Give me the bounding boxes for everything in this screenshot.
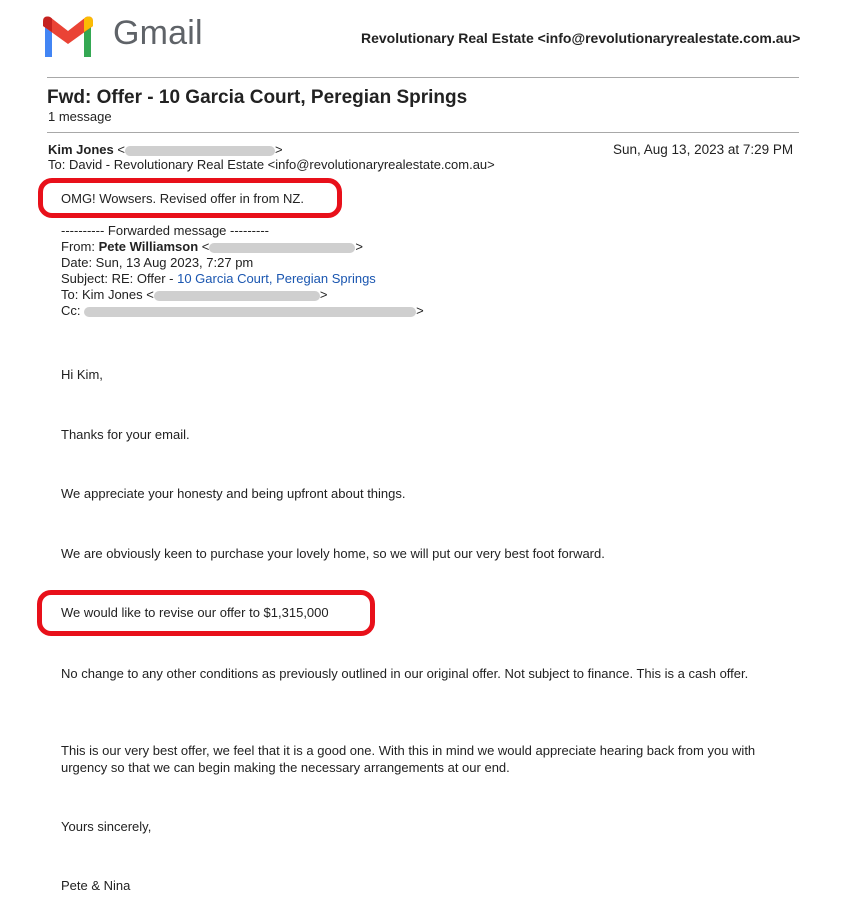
body-paragraph: This is our very best offer, we feel that it is a good one. With this in mind we would appreciate hearing back from you with urgency so that we can begin making the necessary arrangements at our end. [61, 743, 756, 775]
forward-from-open: < [198, 239, 210, 254]
redacted-email [125, 146, 275, 156]
sender-line [48, 142, 283, 157]
sender-name: Kim Jones [48, 142, 114, 157]
recipient-line: To: David - Revolutionary Real Estate <info@revolutionaryrealestate.com.au> [48, 157, 495, 172]
offer-paragraph: We would like to revise our offer to $1,315,000 [61, 605, 329, 620]
sender-open: < [113, 142, 125, 157]
forward-subject [61, 271, 376, 286]
signature: Pete & Nina [61, 878, 131, 893]
gmail-logo-icon [41, 13, 95, 57]
forward-cc-label: Cc: [61, 303, 85, 318]
gmail-wordmark: Gmail [113, 14, 203, 52]
forward-to-close: > [319, 287, 328, 302]
redacted-email [209, 243, 355, 253]
body-paragraph: We appreciate your honesty and being upfront about things. [61, 486, 406, 501]
forward-from-label: From: [61, 239, 99, 254]
forward-divider: ---------- Forwarded message --------- [61, 223, 269, 238]
forward-to-label: To: Kim Jones < [61, 287, 154, 302]
account-label: Revolutionary Real Estate <info@revolutionaryrealestate.com.au> [361, 30, 801, 46]
thread-subject: Fwd: Offer - 10 Garcia Court, Peregian Springs [47, 87, 468, 108]
message-count: 1 message [48, 109, 112, 124]
sender-close: > [274, 142, 283, 157]
body-paragraph: Thanks for your email. [61, 427, 190, 442]
divider-top [47, 77, 799, 78]
forward-from-close: > [355, 239, 363, 254]
redacted-email [84, 307, 416, 317]
intro-text: OMG! Wowsers. Revised offer in from NZ. [61, 191, 304, 206]
divider-message [47, 132, 799, 133]
body-paragraph: Hi Kim, [61, 367, 103, 382]
forward-date: Date: Sun, 13 Aug 2023, 7:27 pm [61, 255, 254, 270]
forward-cc [61, 303, 424, 318]
body-paragraph: We are obviously keen to purchase your lovely home, so we will put our very best foot forward. [61, 546, 605, 561]
body-paragraph: Yours sincerely, [61, 819, 152, 834]
forward-to [61, 287, 327, 302]
forward-subject-prefix: Subject: RE: Offer - [61, 271, 178, 286]
forward-from-name: Pete Williamson [98, 239, 199, 254]
address-link[interactable]: 10 Garcia Court, Peregian Springs [177, 271, 376, 286]
forward-from [61, 239, 363, 254]
body-paragraph: No change to any other conditions as previously outlined in our original offer. Not subject to finance. This is a cash offer. [61, 666, 749, 681]
redacted-email [154, 291, 320, 301]
forward-cc-close: > [416, 303, 424, 318]
message-date: Sun, Aug 13, 2023 at 7:29 PM [613, 142, 794, 157]
